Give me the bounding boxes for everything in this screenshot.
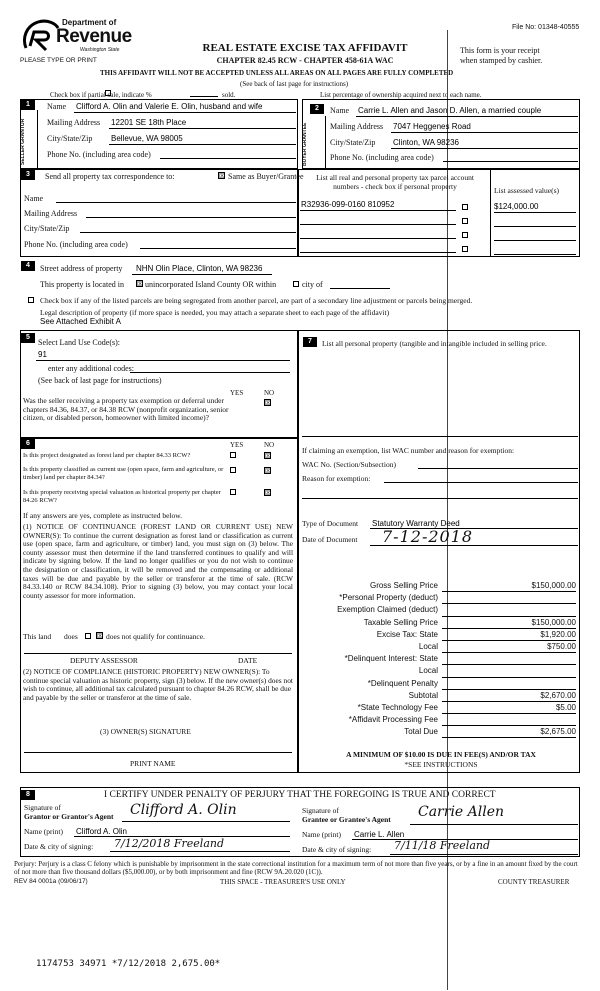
owner-signature-label: (3) OWNER(S) SIGNATURE [100, 727, 191, 736]
exemption-reason-field[interactable] [384, 482, 578, 483]
deputy-date-label: DATE [238, 656, 258, 665]
seller-mailing-label: Mailing Address [47, 118, 101, 127]
parcel-line-4[interactable] [300, 252, 456, 253]
section-4-number: 4 [21, 261, 35, 271]
historic-yes[interactable] [230, 489, 236, 495]
current-use-question: Is this property classified as current use (open space, farm and agriculture, or timber) land per chapter 84.34? [23, 466, 224, 481]
does-qualify-checkbox[interactable] [85, 633, 91, 639]
grantee-date-field[interactable]: 7/11/18 Freeland [394, 839, 491, 852]
seller-city-label: City/State/Zip [47, 134, 93, 143]
street-address-field[interactable]: NHN Olin Place, Clinton, WA 98236 [136, 264, 263, 273]
assessed-value-1[interactable]: $124,000.00 [494, 202, 539, 211]
land-use-line [36, 360, 290, 361]
form-subtitle: CHAPTER 82.45 RCW - CHAPTER 458-61A WAC [216, 56, 394, 65]
street-address-line [132, 274, 272, 275]
completion-warning: THIS AFFIDAVIT WILL NOT BE ACCEPTED UNLESS ALL AREAS ON ALL PAGES ARE FULLY COMPLETED [100, 69, 454, 77]
corr-name-label: Name [24, 194, 44, 203]
doc-type-label: Type of Document [302, 519, 359, 528]
forest-land-question: Is this project designated as forest land per chapter 84.33 RCW? [23, 452, 191, 459]
land-use-label: Select Land Use Code(s): [38, 338, 120, 347]
section-2-divider [325, 116, 326, 169]
seller-phone-label: Phone No. (including area code) [47, 150, 151, 159]
personal-property-checkbox-2[interactable] [462, 218, 468, 224]
grantor-date-line [110, 851, 290, 852]
tax-label: Gross Selling Price [369, 581, 438, 590]
section-6-number: 6 [21, 439, 35, 449]
tax-value[interactable] [442, 604, 576, 616]
tax-value[interactable]: $1,920.00 [442, 629, 576, 641]
tax-label: Exemption Claimed (deduct) [337, 605, 438, 615]
section-8-number: 8 [21, 790, 35, 800]
grantee-date-label: Date & city of signing: [302, 845, 372, 854]
tax-label: Total Due [404, 727, 438, 737]
exemption-yes-checkbox[interactable] [234, 399, 240, 405]
grantee-date-line [390, 854, 578, 855]
print-name-label: PRINT NAME [130, 759, 176, 768]
perjury-notice: Perjury: Perjury is a class C felony which is punishable by imprisonment in the state correctional institution for a maximum term of not more than five years, or by a fine in an amount fixed by the court of not more than five thousand dollars ($5,000.00), or by both imprisonment and fine (RCW 9A.20.020 (1C)). [14, 860, 578, 877]
tax-label: *Delinquent Interest: State [344, 654, 438, 664]
same-as-buyer-checkbox[interactable]: ☒ [219, 172, 226, 180]
grantee-name-label: Name (print) [302, 830, 341, 839]
assessed-line-3[interactable] [494, 240, 576, 241]
grantor-signature-label-2: Grantor or Grantor's Agent [24, 812, 114, 821]
buyer-city-line [391, 148, 578, 149]
parcel-line-3[interactable] [300, 238, 456, 239]
ownership-note: List percentage of ownership acquired next to each name. [320, 91, 482, 99]
treasurer-use-only: THIS SPACE - TREASURER'S USE ONLY [220, 878, 346, 886]
land-use-field[interactable]: 91 [38, 350, 47, 359]
buyer-name-line [356, 116, 578, 117]
forest-land-yes[interactable] [230, 452, 236, 458]
tax-value[interactable]: $2,670.00 [442, 690, 576, 702]
section-5-yes: YES [230, 389, 244, 397]
logo-name: Revenue [56, 26, 132, 47]
grantor-signature-field[interactable]: Clifford A. Olin [130, 802, 237, 818]
does-not-qualify-label: does not qualify for continuance. [106, 632, 205, 641]
tax-label: *Affidavit Processing Fee [348, 715, 438, 725]
grantor-date-label: Date & city of signing: [24, 842, 94, 851]
grantor-name-label: Name (print) [24, 827, 63, 836]
sold-label: sold. [222, 91, 236, 99]
buyer-mailing-label: Mailing Address [330, 122, 384, 131]
section-5-no: NO [264, 389, 275, 397]
doc-date-label: Date of Document [302, 535, 358, 544]
parcel-divider [490, 169, 491, 257]
grantee-name-field[interactable]: Carrie L. Allen [354, 830, 405, 839]
receipt-stamp: 1174753 34971 *7/12/2018 2,675.00* [36, 959, 221, 969]
assessed-line-2[interactable] [494, 226, 576, 227]
form-revision: REV 84 0001a (09/06/17) [14, 878, 88, 885]
exemption-reason-label: Reason for exemption: [302, 474, 371, 483]
tax-value[interactable]: $5.00 [442, 702, 576, 714]
section-6-yes: YES [230, 441, 244, 449]
tax-label: Excise Tax: State [376, 629, 438, 639]
forest-land-no[interactable]: ☒ [265, 452, 272, 460]
buyer-name-label: Name [330, 106, 350, 115]
city-of-field[interactable] [330, 288, 390, 289]
grantor-signature-label-1: Signature of [24, 803, 61, 812]
please-type: PLEASE TYPE OR PRINT [20, 57, 97, 64]
see-back-note: (See back of last page for instructions) [240, 80, 349, 88]
doc-date-line [370, 545, 578, 546]
assessed-header: List assessed value(s) [494, 186, 559, 195]
exemption-question: Was the seller receiving a property tax exemption or deferral under chapters 84.36, 84.37, or 84.38 RCW (nonprofit organization, senior citizen, or disabled person, homeowner with limited income)? [23, 396, 229, 422]
legal-description-label: Legal description of property (if more space is needed, you may attach a separate sheet to each page of the affidavit) [40, 308, 390, 317]
assessed-line-1 [494, 212, 576, 213]
city-of-label: city of [302, 280, 323, 289]
exemption-reason-line-2[interactable] [302, 498, 578, 499]
corr-phone-label: Phone No. (including area code) [24, 240, 128, 249]
section-7-number: 7 [303, 337, 317, 347]
tax-label: *State Technology Fee [357, 703, 438, 713]
historic-no[interactable]: ☒ [265, 489, 272, 497]
current-use-no[interactable]: ☒ [265, 467, 272, 475]
seller-city-line [109, 144, 296, 145]
form-title: REAL ESTATE EXCISE TAX AFFIDAVIT [202, 42, 408, 54]
section-3-number: 3 [21, 170, 35, 180]
historic-question: Is this property receiving special valuation as historical property per chapter 84.26 RCW? [23, 489, 221, 504]
see-instructions-note: *SEE INSTRUCTIONS [404, 760, 478, 769]
wac-number-field[interactable] [418, 468, 578, 469]
tax-label: Subtotal [408, 690, 438, 700]
logo-department: Department of [62, 18, 117, 27]
tax-value[interactable] [442, 665, 576, 677]
assessed-line-4[interactable] [494, 254, 576, 255]
buyer-mailing-line [391, 132, 578, 133]
seller-city-field[interactable]: Bellevue, WA 98005 [111, 134, 183, 143]
city-of-checkbox[interactable] [293, 281, 299, 287]
parcel-line-2[interactable] [300, 224, 456, 225]
partial-sale-checkbox[interactable] [105, 90, 111, 96]
seller-name-label: Name [47, 102, 67, 111]
tax-labels [310, 580, 438, 739]
seller-side-label: SELLER GRANTOR [20, 118, 26, 165]
legal-description-field[interactable]: See Attached Exhibit A [40, 317, 121, 326]
personal-property-checkbox-3[interactable] [462, 232, 468, 238]
section-1-number: 1 [21, 100, 35, 110]
doc-date-field[interactable]: 7-12-2018 [382, 527, 474, 546]
dor-logo [20, 14, 130, 56]
parcel-line-1 [300, 210, 456, 211]
personal-property-checkbox-4[interactable] [462, 246, 468, 252]
corr-city-field[interactable] [80, 232, 296, 233]
buyer-phone-label: Phone No. (including area code) [330, 153, 434, 162]
segregated-label: Check box if any of the listed parcels are being segregated from another parcel, are part of a secondary line adjustment or parcels being merged. [40, 296, 473, 305]
corr-city-label: City/State/Zip [24, 224, 70, 233]
section-5-number: 5 [21, 333, 35, 343]
tax-label: Local [418, 642, 438, 652]
tax-value[interactable] [442, 678, 576, 690]
same-as-buyer-label: Same as Buyer/Grantee [228, 172, 304, 181]
send-correspondence-label: Send all property tax correspondence to: [45, 172, 175, 181]
section-1-divider [37, 110, 38, 169]
corr-mailing-label: Mailing Address [24, 209, 78, 218]
tax-value[interactable] [442, 714, 576, 726]
buyer-city-field[interactable]: Clinton, WA 98236 [393, 138, 459, 147]
land-use-see-back: (See back of last page for instructions) [38, 376, 162, 385]
revenue-logo-icon [20, 18, 60, 52]
doc-type-field[interactable]: Statutory Warranty Deed [372, 519, 460, 528]
parcel-header-1: List all real and personal property tax parcel account [316, 173, 474, 182]
receipt-note-1: This form is your receipt [460, 46, 540, 55]
grantee-signature-field[interactable]: Carrie Allen [418, 804, 505, 820]
current-use-yes[interactable] [230, 467, 236, 473]
if-yes-instruction: If any answers are yes, complete as instructed below. [23, 511, 183, 520]
minimum-due-note: A MINIMUM OF $10.00 IS DUE IN FEE(S) AND/OR TAX [346, 750, 536, 759]
grantor-signature-line [122, 821, 290, 822]
owner-signature-line[interactable] [24, 752, 292, 753]
tax-values [442, 580, 576, 738]
partial-sale-pct-line[interactable] [190, 96, 218, 97]
tax-label: Local [418, 666, 438, 676]
tax-label: *Delinquent Penalty [367, 678, 438, 688]
tax-value[interactable] [442, 592, 576, 604]
additional-codes-field[interactable] [130, 372, 290, 373]
deputy-assessor-line[interactable] [24, 653, 292, 654]
grantee-signature-label-1: Signature of [302, 806, 339, 815]
parcel-header-2: numbers - check box if personal property [333, 182, 457, 191]
personal-property-label: List all personal property (tangible and intangible included in selling price. [322, 339, 547, 348]
tax-label: *Personal Property (deduct) [339, 593, 438, 603]
corr-mailing-field[interactable] [86, 217, 296, 218]
located-in-label: This property is located in [40, 280, 124, 289]
unincorporated-checkbox[interactable]: ☒ [137, 280, 144, 288]
buyer-name-field[interactable]: Carrie L. Allen and Jason D. Allen, a married couple [358, 106, 542, 115]
segregated-checkbox[interactable] [28, 297, 34, 303]
tax-value[interactable] [442, 653, 576, 665]
parcel-number-1[interactable]: R32936-099-0160 810952 [301, 200, 395, 209]
personal-property-checkbox-1[interactable] [462, 204, 468, 210]
buyer-mailing-field[interactable]: 7047 Heggenes Road [393, 122, 471, 131]
tax-value[interactable]: $150,000.00 [442, 580, 576, 592]
partial-sale-label: Check box if partial sale, indicate % [50, 91, 152, 99]
seller-mailing-field[interactable]: 12201 SE 18th Place [111, 118, 187, 127]
notice-of-continuance: (1) NOTICE OF CONTINUANCE (FOREST LAND OR CURRENT USE) NEW OWNER(S): To continue the current designation as forest land or classification as current use (open space, farm and agriculture, or timber) land, you must sign on (3) below. The county assessor must then determine if the land transferred continues to qualify and will indicate by signing below. If the land no longer qualifies or you do not wish to continue the designation or classification, it will be removed and the compensating or additional taxes will be due and payable by the seller or transferor at the time of sale. (RCW 84.33.140 or RCW 84.34.108). Prior to signing (3) below, you may contact your local county assessor for more information. [23, 522, 293, 600]
personal-property-line[interactable] [302, 436, 578, 437]
buyer-side-label: BUYER GRANTEE [302, 122, 308, 166]
does-not-qualify-checkbox[interactable]: ☒ [97, 632, 104, 640]
exemption-claim-label: If claiming an exemption, list WAC number and reason for exemption: [302, 446, 515, 455]
tax-value[interactable]: $150,000.00 [442, 617, 576, 629]
corr-name-field[interactable] [56, 202, 296, 203]
receipt-note-2: when stamped by cashier. [460, 56, 543, 65]
additional-codes-label: enter any additional codes: [48, 364, 134, 373]
grantee-signature-label-2: Grantee or Grantee's Agent [302, 815, 391, 824]
file-number: File No: 01348-40555 [512, 24, 580, 31]
county-treasurer-label: COUNTY TREASURER [498, 878, 570, 886]
unincorporated-label: unincorporated Island County OR within [145, 280, 277, 289]
section-6-no: NO [264, 441, 275, 449]
section-2-number: 2 [310, 104, 324, 114]
seller-name-line [74, 112, 296, 113]
logo-state: Washington State [80, 47, 120, 53]
exemption-no-checkbox[interactable]: ☒ [265, 399, 272, 407]
seller-phone-field[interactable] [160, 158, 296, 159]
grantor-name-field[interactable]: Clifford A. Olin [76, 827, 127, 836]
buyer-city-label: City/State/Zip [330, 138, 376, 147]
grantee-signature-line [410, 824, 578, 825]
buyer-phone-field[interactable] [443, 161, 578, 162]
tax-label: Taxable Selling Price [363, 617, 438, 627]
notice-of-compliance: (2) NOTICE OF COMPLIANCE (HISTORIC PROPERTY) NEW OWNER(S): To continue special valuation as historic property, sign (3) below. If the new owner(s) does not wish to continue, all additional tax calculated pursuant to chapter 84.26 RCW, shall be due and payable by the seller or transferor at the time of sale. [23, 667, 293, 702]
tax-value[interactable]: $750.00 [442, 641, 576, 653]
seller-mailing-line [109, 128, 296, 129]
does-label: does [64, 632, 78, 641]
grantor-date-field[interactable]: 7/12/2018 Freeland [114, 837, 225, 850]
street-address-label: Street address of property [40, 264, 123, 273]
corr-phone-field[interactable] [140, 248, 296, 249]
seller-name-field[interactable]: Clifford A. Olin and Valerie E. Olin, husband and wife [76, 102, 263, 111]
deputy-assessor-label: DEPUTY ASSESSOR [70, 656, 138, 665]
certify-statement: I CERTIFY UNDER PENALTY OF PERJURY THAT THE FOREGOING IS TRUE AND CORRECT [104, 790, 496, 800]
this-land-label: This land [23, 632, 52, 641]
tax-value[interactable]: $2,675.00 [442, 726, 576, 738]
wac-number-label: WAC No. (Section/Subsection) [302, 460, 396, 469]
